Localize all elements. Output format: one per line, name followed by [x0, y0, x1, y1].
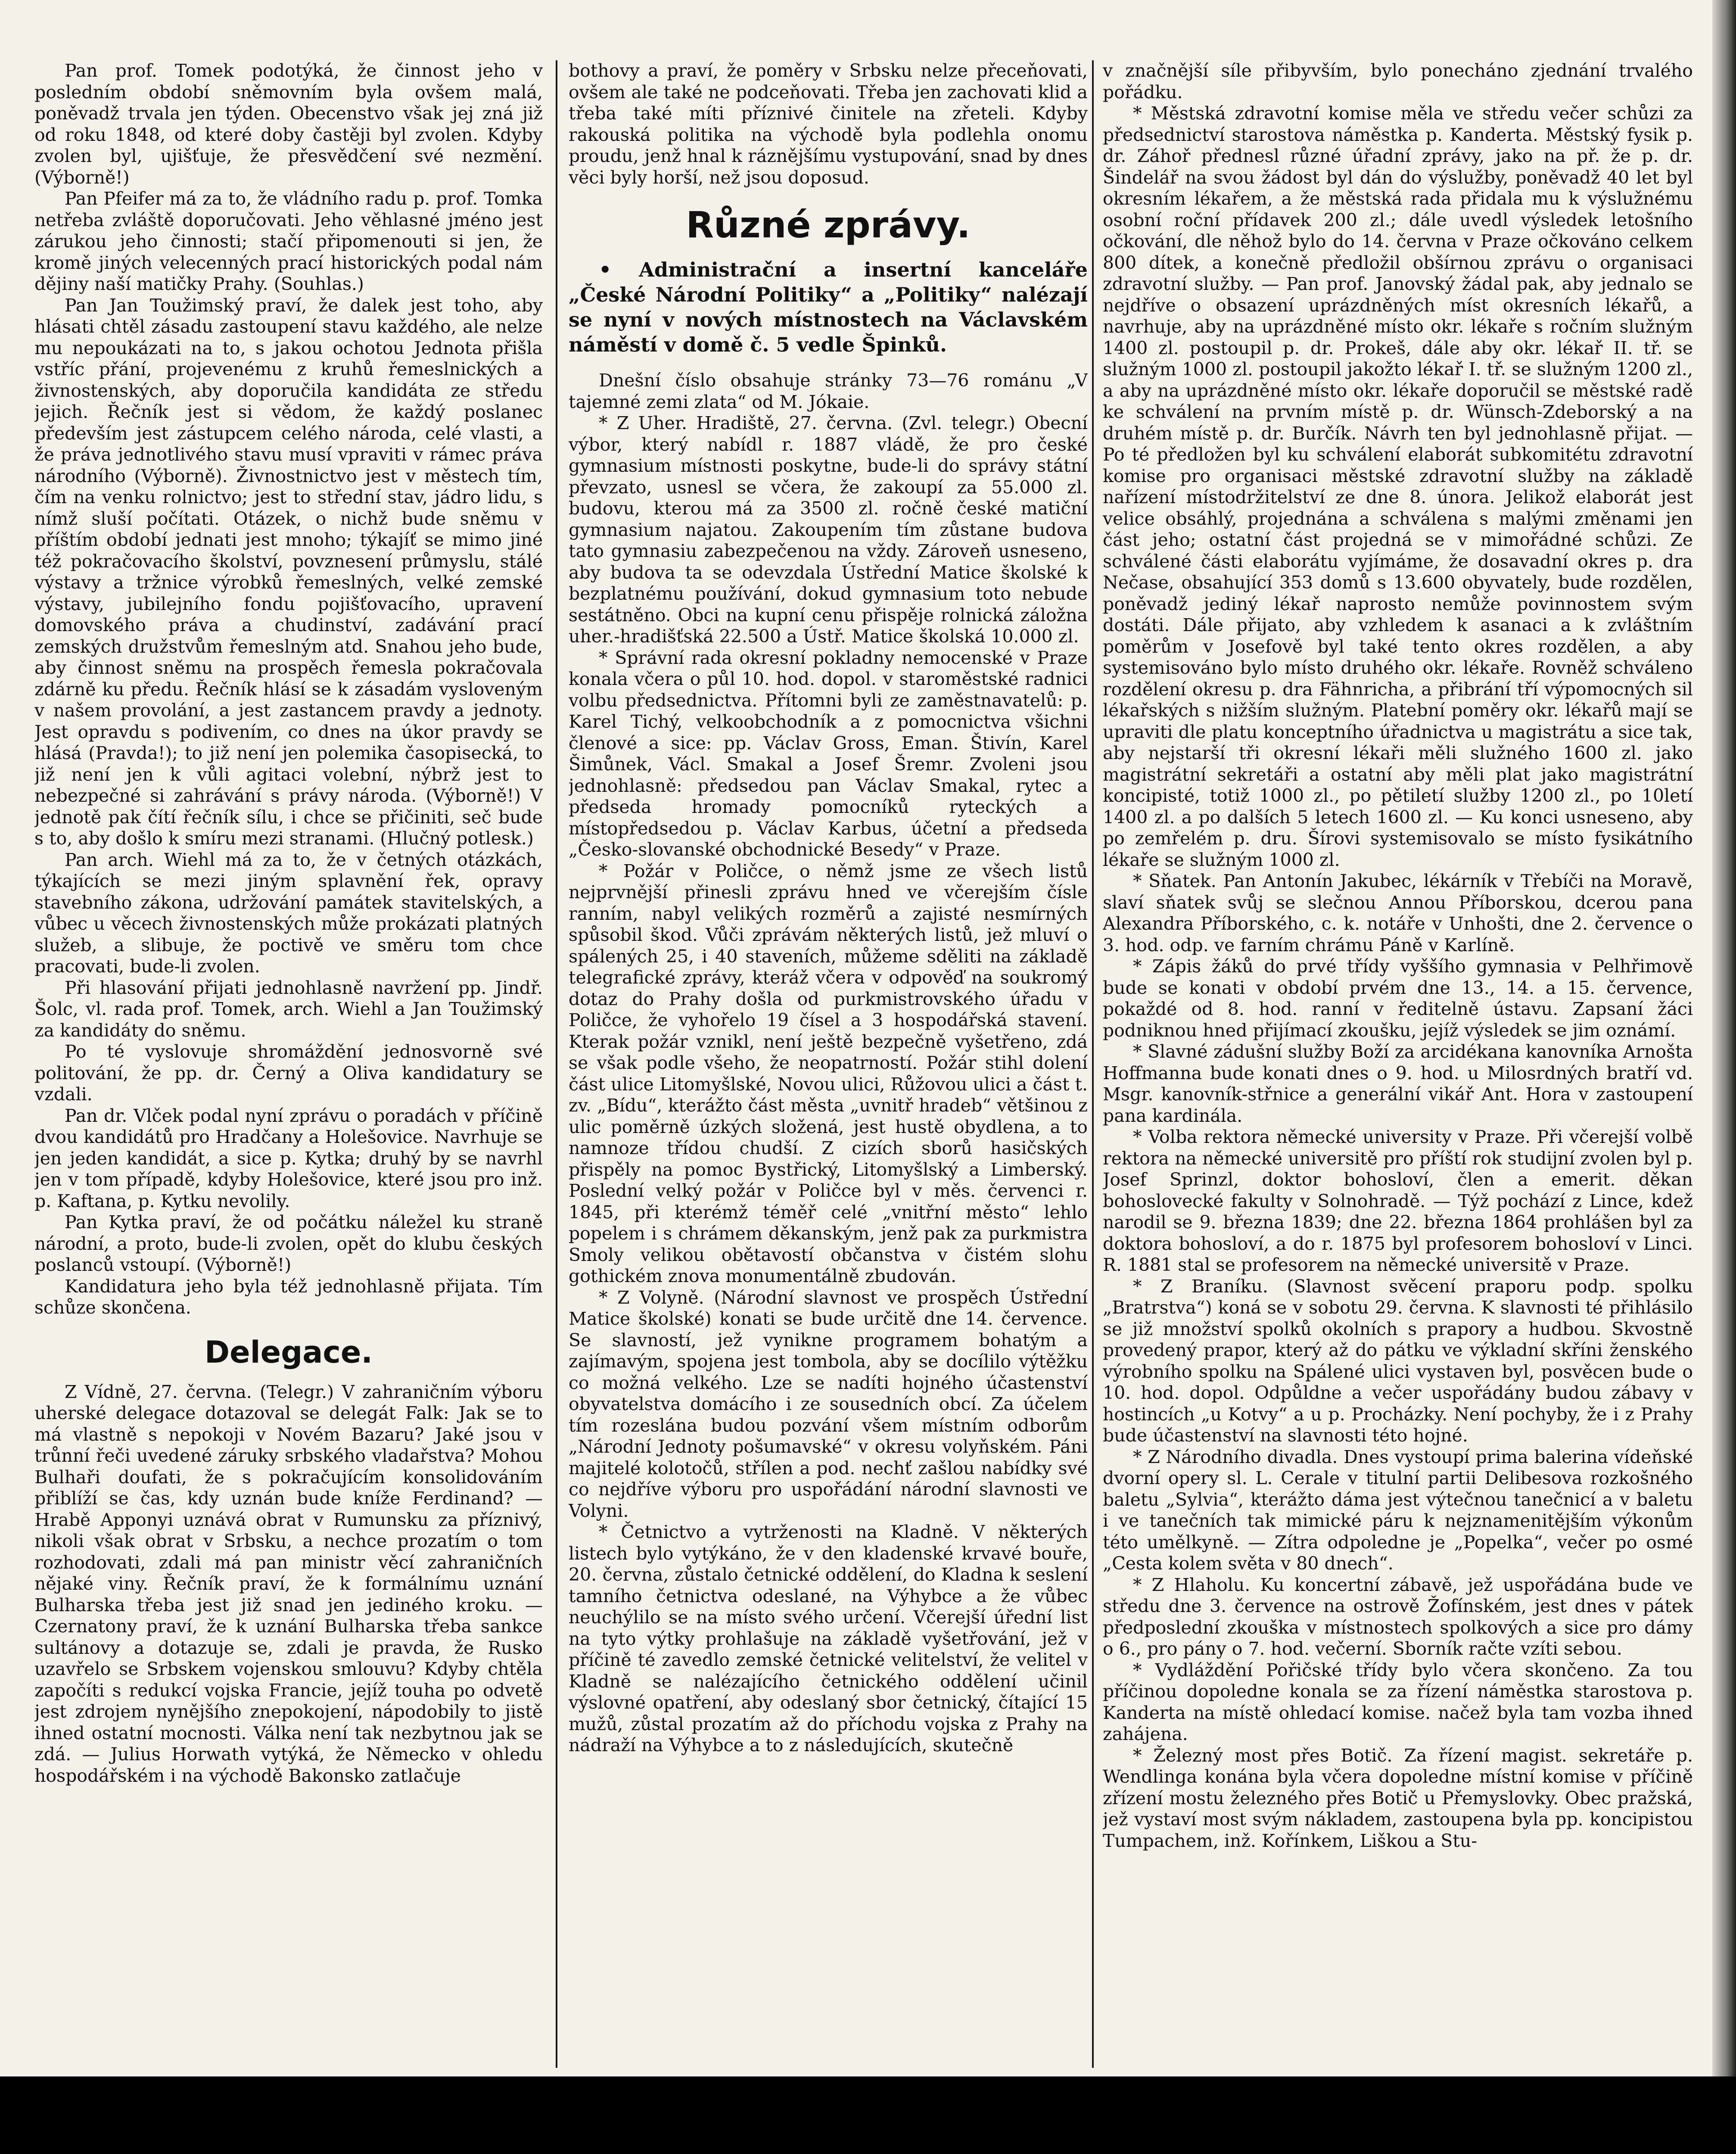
section-heading-ruzne-zpravy: Různé zprávy. — [686, 204, 971, 246]
column-1 — [34, 60, 543, 2068]
paragraph: v značnější síle přibyvším, bylo ponecháno zjednání trvalého pořádku. — [1103, 60, 1693, 103]
paragraph: * Z Uher. Hradiště, 27. června. (Zvl. telegr.) Obecní výbor, který nabídl r. 1887 vládě, že pro české gymnasium místnosti poskytne, bude-li do správy státní převzato, usnesl se včera, že zakoupí za 55.000 zl. budovu, kterou má za 3500 zl. ročně české matiční gymnasium najatou. Zakoupením tím zůstane budova tato gymnasiu zabezpečenou na vždy. Zároveň usneseno, aby budova ta se odevzdala Ústřední Matice školské k bezplatnému používání, dokud gymnasium toto nebude sestátněno. Obci na kupní cenu přispěje rolnická záložna uher.-hradišťská 22.500 a Ústř. Matice školská 10.000 zl. — [569, 413, 1088, 647]
paragraph: * Požár v Poličce, o němž jsme ze všech listů nejprvnější přinesli zprávu hned ve včerejším čísle ranním, nabyl velikých rozměrů a zajisté nesmírných spůsobil škod. Vůči zprávám některých listů, jež mluví o spálených 25, i 40 staveních, můžeme sděliti na základě telegrafické zprávy, kteráž včera v odpověď na soukromý dotaz do Prahy došla od purkmistrovského úřadu v Poličce, že vyhořelo 19 čísel a 3 hospodářská stavení. Kterak požár vznikl, není ještě bezpečně vyšetřeno, zdá se však podle všeho, že neopatrností. Požár stihl dolení část ulice Litomyšlské, Novou ulici, Růžovou ulici a část t. zv. „Bídu“, kterážto část města „uvnitř hradeb“ většinou z ulic poměrně úzkých složená, jest hustě obydlena, a to namnoze třídou chudší. Z cizích sborů hasičských přispěly na pomoc Bystřický, Litomyšlský a Limberský. Poslední velký požár v Poličce byl v měs. červenci r. 1845, při kterémž téměř celé „vnitřní město“ lehlo popelem i s chrámem děkanským, jenž pak za purkmistra Smoly velikou obětavostí občanstva v čistém slohu gothickém znova monumentálně zbudován. — [569, 860, 1088, 1286]
paragraph: Pan Pfeifer má za to, že vládního radu p. prof. Tomka netřeba zvláště doporučovati. Jeho věhlasné jméno jest zárukou jeho činnosti; stačí připomenouti si jen, že kromě jiných velecenných prací historických podal nám dějiny naší matičky Prahy. (Souhlas.) — [34, 188, 543, 294]
paragraph: Pan Kytka praví, že od počátku náležel ku straně národní, a proto, bude-li zvolen, opět do klubu českých poslanců vstoupí. (Výborně!) — [34, 1212, 543, 1275]
paragraph: * Z Hlaholu. Ku koncertní zábavě, jež uspořádána bude ve středu dne 3. července na ostrově Žofínském, jest dnes v pátek předposlední zkouška v místnostech spolkových a sice pro dámy o 6., pro pány o 7. hod. večerní. Sborník račte vzíti sebou. — [1103, 1574, 1693, 1659]
paragraph: * Slavné zádušní služby Boží za arcidékana kanovníka Arnošta Hoffmanna bude konati dnes o 9. hod. u Milosrdných bratří vd. Msgr. kanovník-střnice a generální vikář Ant. Hora v zastoupení pana kardinála. — [1103, 1041, 1693, 1126]
paragraph: * Z Volyně. (Národní slavnost ve prospěch Ústřední Matice školské) konati se bude určitě dne 14. července. Se slavností, jež vynikne programem bohatým a zajímavým, spojena jest tombola, aby se docílilo výtěžku co možná velkého. Lze se nadíti hojného účastenství obyvatelstva domácího i ze sousedních obcí. Za účelem tím rozeslána budou pozvání všem místním odborům „Národní Jednoty pošumavské“ v okresu volyňském. Páni majitelé kolotočů, střílen a pod. nechť zašlou nabídky své co nejdříve výboru pro uspořádání národní slavnosti ve Volyni. — [569, 1287, 1088, 1521]
paragraph: Pan Jan Toužimský praví, že dalek jest toho, aby hlásati chtěl zásadu zastoupení stavu každého, ale nelze mu nepoukázati na to, s jakou ochotou Jednota přišla vstříc přání, projevenému z kruhů řemeslnických a živnostenských, aby doporučila kandidáta ze středu jejich. Řečník jest si vědom, že každý poslanec především jest zástupcem celého národa, celé vlasti, a že práva jednotlivého stavu musí vpraviti v rámec práva národního (Výborně). Živnostnictvo jest v městech tím, čím na venku rolnictvo; jest to střední stav, jádro lidu, s nímž sluší počítati. Otázek, o nichž bude sněmu v příštím období jednati jest mnoho; týkajíť se mimo jiné též pokračovacího školství, povznesení průmyslu, stálé výstavy a tržnice výrobků řemeslných, velké zemské výstavy, jubilejního fondu pojišťovacího, upravení domovského práva a chudinství, zadávání prací zemských družstvům řemeslným atd. Snahou jeho bude, aby činnost sněmu na prospěch řemesla pokračovala zdárně ku předu. Řečník hlásí se k zásadám vysloveným v našem provolání, a jest zastancem pravdy a jednoty. Jest opravdu s podivením, co dnes na úkor pravdy se hlásá (Pravda!); to již není jen polemika časopisecká, to již není jen k vůli agitaci volební, nýbrž jest to nebezpečné si zahrávání s právy národa. (Výborně!) V jednotě pak čítí řečník sílu, i chce se přičiniti, seč bude s to, aby došlo k smíru mezi stranami. (Hlučný potlesk.) — [34, 295, 543, 849]
paragraph: Při hlasování přijati jednohlasně navržení pp. Jindř. Šolc, vl. rada prof. Tomek, arch. Wiehl a Jan Toužimský za kandidáty do sněmu. — [34, 977, 543, 1041]
column-divider — [556, 60, 557, 2068]
paragraph: * Volba rektora německé university v Praze. Při včerejší volbě rektora na německé universitě pro příští rok studijní zvolen byl p. Josef Sprinzl, doktor bohosloví, člen a emerit. děkan bohoslovecké fakulty v Solnohradě. — Týž pochází z Lince, kdež narodil se 9. března 1839; dne 22. března 1864 prohlášen byl za doktora bohosloví, a do r. 1875 byl profesorem bohosloví v Linci. R. 1881 stal se profesorem na německé universitě v Praze. — [1103, 1127, 1693, 1275]
page-edge-shadow — [1712, 0, 1736, 2076]
column-3 — [1103, 60, 1693, 2068]
paragraph: Z Vídně, 27. června. (Telegr.) V zahraničním výboru uherské delegace dotazoval se delegát Falk: Jak se to má vlastně s nepokoji v Novém Bazaru? Jaké jsou v trůnní řeči uvedené záruky srbského vladařstva? Mohou Bulhaři doufati, že s pokračujícím konsolidováním přiblíží se čas, kdy uznán bude kníže Ferdinand? — Hrabě Apponyi uznává obrat v Rumunsku za příznivý, nikoli však obrat v Srbsku, a nechce prozatím o tom rozhodovati, zdali má pan ministr věcí zahraničních nějaké viny. Řečník praví, že k formálnímu uznání Bulharska třeba jest již snad jen jediného kroku. — Czernatony praví, že k uznání Bulharska třeba sankce sultánovy a dotazuje se, zdali je pravda, že Rusko uzavřelo se Srbskem vojenskou smlouvu? Kdyby chtěla započíti s redukcí vojska Francie, jejíž touha po odvetě jest zdrojem nynějšího znepokojení, nápodobily to jistě ihned ostatní mocnosti. Válka není tak nezbytnou jak se zdá. — Julius Horwath vytýká, že Německo v ohledu hospodářském i na východě Bakonsko zatlačuje — [34, 1381, 543, 1786]
paragraph: * Správní rada okresní pokladny nemocenské v Praze konala včera o půl 10. hod. dopol. v staroměstské radnici volbu předsednictva. Přítomni byli ze zaměstnavatelů: p. Karel Tichý, velkoobchodník a z pomocnictva všichni členové a sice: pp. Václav Gross, Eman. Štivín, Karel Šimůnek, Václ. Smakal a Josef Šremr. Zvoleni jsou jednohlasně: předsedou pan Václav Smakal, rytec a předseda hromady pomocníků ryteckých a místopředsedou p. Václav Karbus, účetní a předseda „Česko-slovanské obchodnické Besedy“ v Praze. — [569, 647, 1088, 860]
paragraph: Po té vyslovuje shromáždění jednosvorně své politování, že pp. dr. Černý a Oliva kandidatury se vzdali. — [34, 1041, 543, 1105]
paragraph: Pan arch. Wiehl má za to, že v četných otázkách, týkajících se mezi jiným splavnění řek, opravy stavebního zákona, udržování památek stavitelských, a vůbec u věcech živnostenských může prokázati platných služeb, a slibuje, že poctivě ve směru tom chce pracovati, bude-li zvolen. — [34, 849, 543, 977]
paragraph: bothovy a praví, že poměry v Srbsku nelze přeceňovati, ovšem ale také ne podceňovati. Třeba jen zachovati klid a třeba také míti příznivé činitele na zřeteli. Kdyby rakouská politika na východě byla podlehla onomu proudu, jenž hnal k ráznějšímu vystupování, snad by dnes věci byly horší, než jsou doposud. — [569, 60, 1088, 188]
paragraph: * Městská zdravotní komise měla ve středu večer schůzi za předsednictví starostova náměstka p. Kanderta. Městský fysik p. dr. Záhoř přednesl různé úřadní zprávy, jako na př. že p. dr. Šindelář na svou žádost byl dán do výslužby, poněvadž 40 let byl okresním lékařem, a že městská rada přidala mu k výslužnému osobní roční přídavek 200 zl.; dále uvedl výsledek letošního očkování, dle něhož bylo do 14. června v Praze očkováno celkem 800 dítek, a konečně předložil obšírnou zprávu o organisaci zdravotní služby. — Pan prof. Janovský žádal pak, aby jednalo se nejdříve o obsazení uprázdněných míst okresních lékařů, a navrhuje, aby na uprázdněné místo okr. lékaře s ročním služným 1400 zl. postoupil p. dr. Prokeš, dále aby okr. lékař II. tř. se služným 1000 zl. postoupil jakožto lékař I. tř. se služným 1200 zl., a aby na uprázdněné místo okr. lékaře doporučil se městské radě ke schválení na prvním místě p. dr. Wünsch-Zdeborský a na druhém místě p. dr. Burčík. Návrh ten byl jednohlasně přijat. — Po té předložen byl ku schválení elaborát subkomitétu zdravotní komise pro organisaci městské zdravotní služby na základě nařízení místodržitelství ze dne 8. února. Jelikož elaborát jest velice obsáhlý, projednána a schválena s malými změnami jen část jeho; ostatní část projedná se v mimořádné schůzi. Ze schválené části elaborátu vyjímáme, že dosavadní okres p. dra Nečase, obsahující 353 domů s 13.600 obyvately, bude rozdělen, poněvadž jediný lékař naprosto nemůže povinnostem svým dostáti. Dále přijato, aby vzhledem k asanaci a k zvláštním poměrům v Josefově byl také tento okres rozdělen, a aby systemisováno bylo místo druhého okr. lékaře. Rovněž schváleno rozdělení okresu p. dra Fähnricha, a přibrání tří výpomocných sil lékařských s nižším služným. Platební poměry okr. lékařů mají se upraviti dle platu konceptního úřadnictva u magistrátu a sice tak, aby nejstarší tři okresní lékaři měli služného 1600 zl. jako magistrátní sekretáři a ostatní aby měli plat jako magistrátní koncipisté, totiž 1000 zl., po pětiletí služby 1200 zl., po 10letí 1400 zl. a po dalších 5 letech 1600 zl. — Ku konci usneseno, aby po zemřelém p. dru. Šírovi systemisovalo se místo fysikátního lékaře se služným 1000 zl. — [1103, 103, 1693, 870]
paragraph: Pan prof. Tomek podotýká, že činnost jeho v posledním období sněmovním byla ovšem malá, poněvadž trvala jen týden. Obecenstvo však jej zná již od roku 1848, od které doby častěji byl zvolen. Kdyby zvolen byl, ujišťuje, že přesvědčení své nezmění. (Výborně!) — [34, 60, 543, 188]
column-2 — [569, 60, 1088, 2068]
paragraph: * Z Národního divadla. Dnes vystoupí prima balerina vídeňské dvorní opery sl. L. Cerale v titulní partii Delibesova rozkošného baletu „Sylvia“, kterážto dáma jest výtečnou tanečnicí a v baletu i ve tanečních tak mimické páru k nejznamenitějším výkonům této umělkyně. — Zítra odpoledne je „Popelka“, večer po osmé „Cesta kolem světa v 80 dnech“. — [1103, 1446, 1693, 1574]
office-notice: • Administrační a insertní kanceláře „České Národní Politiky“ a „Politiky“ nalézají se nyní v nových místnostech na Václavském náměstí v domě č. 5 vedle Špinků. — [569, 258, 1088, 356]
paragraph: * Sňatek. Pan Antonín Jakubec, lékárník v Třebíči na Moravě, slaví sňatek svůj se slečnou Annou Příborskou, dcerou pana Alexandra Příborského, c. k. notáře v Unhošti, dne 2. července o 3. hod. odp. ve farním chrámu Páně v Karlíně. — [1103, 871, 1693, 956]
paragraph: * Četnictvo a vytrženosti na Kladně. V některých listech bylo vytýkáno, že v den kladenské krvavé bouře, 20. června, zůstalo četnické oddělení, do Kladna k seslení tamního četnictva odeslané, na Výhybce a že vůbec neuchýlilo se na místo svého určení. Včerejší úřední list na tyto výtky prohlašuje na základě vyšetřování, jež v příčině té zavedlo zemské četnické velitelství, že velitel v Kladně se nalézajícího četnického oddělení učinil výslovné opatření, aby odeslaný sbor četnický, čítající 15 mužů, zůstal prozatím až do příchodu vojska z Prahy na nádraží na Výhybce a to z následujících, skutečně — [569, 1522, 1088, 1756]
paragraph: * Zápis žáků do prvé třídy vyššího gymnasia v Pelhřimově bude se konati v období prvém dne 13., 14. a 15. července, pokaždé od 8. hod. ranní v ředitelně ústavu. Zapsaní žáci podniknou hned přijímací zkoušku, jejíž výsledek se jim oznámí. — [1103, 956, 1693, 1041]
paragraph: Pan dr. Vlček podal nyní zprávu o poradách v příčině dvou kandidátů pro Hradčany a Holešovice. Navrhuje se jen jeden kandidát, a sice p. Kytka; druhý by se navrhl jen v tom případě, kdyby Holešovice, které jsou pro inž. p. Kaftana, p. Kytku nevolily. — [34, 1105, 543, 1211]
paragraph: * Z Braníku. (Slavnost svěcení praporu podp. spolku „Bratrstva“) koná se v sobotu 29. června. K slavnosti té přihlásilo se již množství spolků okolních s prapory a hudbou. Skvostně provedený prapor, který až do pátku ve výkladní skříni ženského výrobního spolku na Spálené ulici vystaven byl, posvěcen bude o 10. hod. dopol. Odpůldne a večer uspořádány budou zábavy v hostincích „u Kotvy“ a u p. Procházky. Není pochyby, že i z Prahy bude účastenství na slavnosti této hojné. — [1103, 1276, 1693, 1446]
section-heading-delegace: Delegace. — [205, 1334, 373, 1370]
paragraph: Kandidatura jeho byla též jednohlasně přijata. Tím schůze skončena. — [34, 1276, 543, 1318]
column-divider — [1092, 60, 1094, 2068]
paragraph: Dnešní číslo obsahuje stránky 73—76 románu „V tajemné zemi zlata“ od M. Jókaie. — [569, 370, 1088, 412]
paragraph: * Vydláždění Pořičské třídy bylo včera skončeno. Za tou příčinou dopoledne konala se za řízení náměstka starostova p. Kanderta na místě ohledací komise. načež byla tam vozba ihned zahájena. — [1103, 1659, 1693, 1744]
paragraph: * Železný most přes Botič. Za řízení magist. sekretáře p. Wendlinga konána byla včera dopoledne místní komise v příčině zřízení mostu železného přes Botič u Přemyslovky. Obec pražská, jež vystaví most svým nákladem, zastoupena byla pp. koncipistou Tumpachem, inž. Kořínkem, Liškou a Stu- — [1103, 1745, 1693, 1851]
